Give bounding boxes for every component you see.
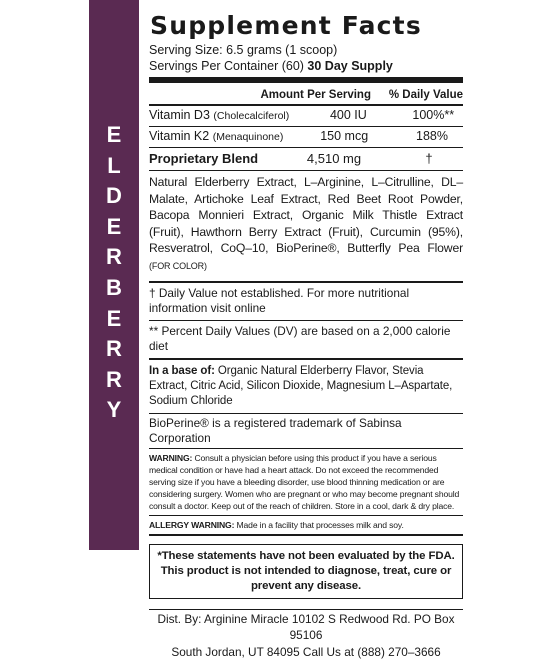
panel-title: Supplement Facts: [150, 11, 422, 40]
nutrient-daily-value: 100%**: [412, 108, 455, 123]
side-letter: R: [106, 244, 122, 270]
supply-duration: 30 Day Supply: [307, 59, 393, 73]
side-letter: L: [107, 152, 121, 178]
base-ingredients: [149, 360, 463, 413]
side-letter: D: [106, 183, 122, 209]
allergy-block: [149, 516, 463, 534]
divider-thick: [149, 77, 463, 83]
ingredients-note: (FOR COLOR): [149, 260, 207, 271]
blend-ingredients: [149, 171, 463, 281]
side-letter: E: [106, 122, 122, 147]
side-letter: E: [106, 213, 122, 239]
nutrient-name: Vitamin K2: [149, 129, 210, 144]
servings-count: Servings Per Container (60): [149, 59, 304, 73]
side-letter: E: [106, 305, 122, 331]
nutrient-amount: 150 mcg: [320, 129, 369, 144]
proprietary-blend-row: [149, 148, 463, 170]
warning-text: Consult a physician before using this product if you have a serious medical condition or have had a heart attack. Do not exceed the recommended serving size if you have a bleeding disorder, use blood thinning medication or are considering surgery. Women who are pregnant or who may become pregnant should consult a doctor. Keep out of the reach of children. Store in a cool, dark & dry place.: [149, 452, 460, 511]
side-letter: Y: [106, 397, 122, 423]
column-header: [149, 86, 463, 104]
nutrient-name: Vitamin D3: [149, 108, 210, 123]
nutrient-daily-value: 188%: [416, 129, 448, 144]
allergy-label: ALLERGY WARNING:: [149, 519, 235, 530]
side-letter: B: [106, 274, 122, 300]
elderberry-vertical-label: [89, 120, 139, 426]
nutrient-row-vitamin-k2: [149, 127, 463, 147]
side-letter: R: [106, 366, 122, 392]
blend-amount: 4,510 mg: [306, 150, 362, 166]
distributor-line-1: Dist. By: Arginine Miracle 10102 S Redwood Rd. PO Box 95106: [157, 611, 455, 642]
distributor-line-2: South Jordan, UT 84095 Call Us at (888) 270–3666: [171, 644, 441, 659]
servings-per-container: [149, 58, 463, 74]
blend-name: Proprietary Blend: [149, 150, 259, 166]
amount-per-serving-header: Amount Per Serving: [260, 88, 371, 101]
supplement-facts-panel: [149, 10, 463, 660]
ingredients-list: Natural Elderberry Extract, L–Arginine, L–Citrulline, DL–Malate, Artichoke Leaf Extract, Red Beet Root Powder, Bacopa Monnieri Extract, Organic Milk Thistle Extract (Fruit), Hawthorn Berry Extract (Fruit), Curcumin (95%), Resveratrol, CoQ–10, BioPerine®, Butterfly Pea Flower: [149, 175, 463, 256]
elderberry-side-band: [89, 0, 139, 550]
allergy-text: Made in a facility that processes milk and soy.: [236, 519, 404, 530]
warning-label: WARNING:: [149, 452, 193, 463]
base-text: Organic Natural Elderberry Flavor, Stevia Extract, Citric Acid, Silicon Dioxide, Magnesium L–Aspartate, Sodium Chloride: [149, 364, 453, 407]
fda-disclaimer-box: *These statements have not been evaluated by the FDA. This product is not intended to diagnose, treat, cure or prevent any disease.: [149, 544, 463, 599]
daily-value-header: % Daily Value: [388, 88, 463, 101]
percent-dv-footnote: ** Percent Daily Values (DV) are based on a 2,000 calorie diet: [149, 323, 451, 353]
blend-daily-value: †: [425, 150, 433, 166]
side-letter: R: [106, 336, 122, 362]
trademark-notice: BioPerine® is a registered trademark of Sabinsa Corporation: [149, 415, 402, 445]
nutrient-detail: (Menaquinone): [212, 131, 284, 144]
divider: [149, 534, 463, 536]
warning-block: [149, 449, 463, 515]
nutrient-detail: (Cholecalciferol): [213, 110, 290, 123]
dagger-footnote: † Daily Value not established. For more nutritional information visit online: [149, 285, 410, 315]
nutrient-amount: 400 IU: [329, 108, 367, 123]
serving-size: Serving Size: 6.5 grams (1 scoop): [149, 43, 338, 57]
nutrient-row-vitamin-d3: [149, 106, 463, 126]
base-label: In a base of:: [149, 364, 215, 377]
